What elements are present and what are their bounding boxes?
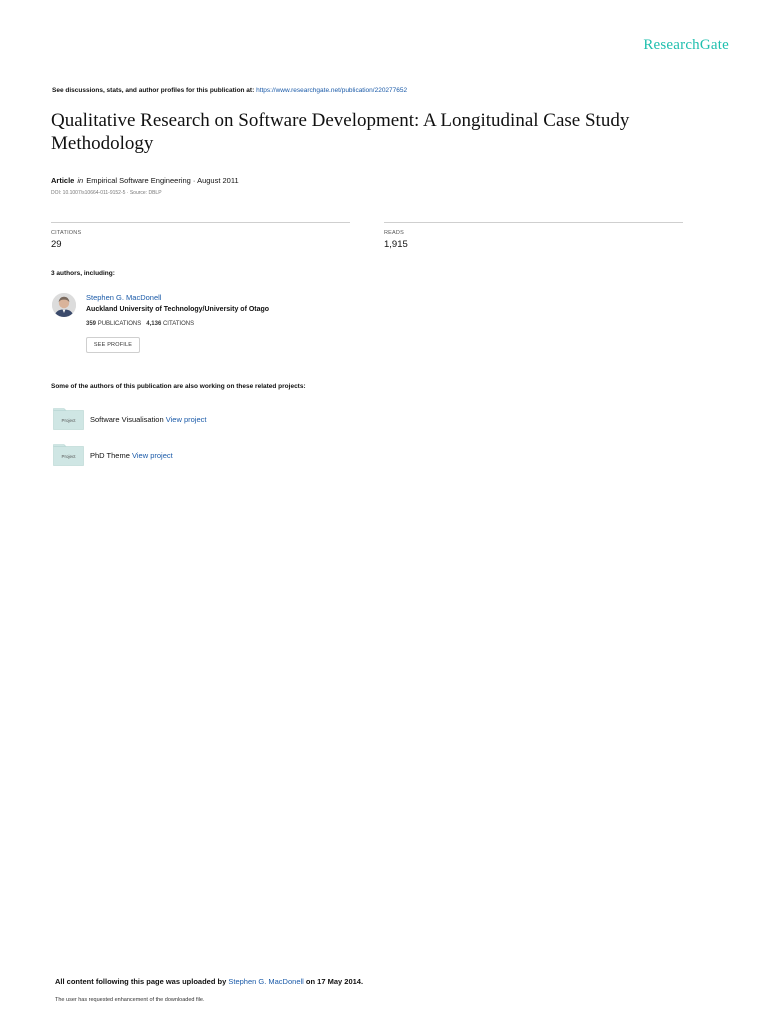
project-name: Software Visualisation: [90, 415, 164, 424]
project-icon-label: Project: [61, 454, 76, 459]
upload-info: [55, 977, 363, 986]
author-citations-count: 4,136: [146, 321, 162, 327]
author-counts: [86, 321, 194, 327]
publications-count: 359: [86, 321, 97, 327]
in-word: in: [77, 176, 84, 185]
publication-type: Article: [51, 176, 75, 185]
publication-intro: [52, 87, 407, 94]
author-affiliation: Auckland University of Technology/University of Otago: [86, 306, 270, 313]
citations-divider: [51, 222, 350, 223]
publications-label: PUBLICATIONS: [97, 321, 142, 327]
enhancement-note: The user has requested enhancement of the downloaded file.: [55, 997, 205, 1003]
related-projects-heading: Some of the authors of this publication are also working on these related projects:: [51, 383, 306, 390]
article-meta: [51, 176, 239, 185]
project-icon-label: Project: [61, 418, 76, 423]
project-item: [53, 444, 84, 471]
researchgate-logo[interactable]: ResearchGate: [643, 37, 729, 53]
view-project-link[interactable]: View project: [131, 451, 173, 460]
uploader-link[interactable]: Stephen G. MacDonell: [228, 977, 304, 986]
see-profile-button[interactable]: SEE PROFILE: [86, 337, 140, 353]
authors-heading: 3 authors, including:: [51, 270, 115, 277]
project-item: [53, 408, 84, 435]
citations-value: 29: [51, 239, 62, 250]
upload-suffix: on 17 May 2014.: [305, 977, 364, 986]
avatar[interactable]: [52, 293, 76, 317]
reads-divider: [384, 222, 683, 223]
reads-value: 1,915: [384, 239, 408, 250]
author-citations-label: CITATIONS: [162, 321, 195, 327]
project-item-software-visualisation: [90, 415, 206, 424]
project-folder-icon: [53, 408, 84, 430]
publication-venue: Empirical Software Engineering · August 2011: [86, 176, 239, 185]
reads-label: READS: [384, 230, 404, 236]
page-title: Qualitative Research on Software Development: A Longitudinal Case Study Methodology: [51, 110, 630, 154]
upload-prefix: All content following this page was uploaded by: [55, 977, 227, 986]
citations-label: CITATIONS: [51, 230, 82, 236]
publication-url-link[interactable]: https://www.researchgate.net/publication/220277652: [256, 87, 408, 94]
project-folder-icon: [53, 444, 84, 466]
doi-line: DOI: 10.1007/s10664-011-9152-5 · Source: DBLP: [51, 190, 162, 196]
project-name: PhD Theme: [90, 451, 130, 460]
project-item-phd-theme: [90, 451, 173, 460]
view-project-link[interactable]: View project: [165, 415, 207, 424]
author-name-link[interactable]: Stephen G. MacDonell: [86, 293, 162, 302]
intro-text: See discussions, stats, and author profiles for this publication at:: [52, 87, 255, 94]
author-photo-icon: [52, 293, 76, 317]
